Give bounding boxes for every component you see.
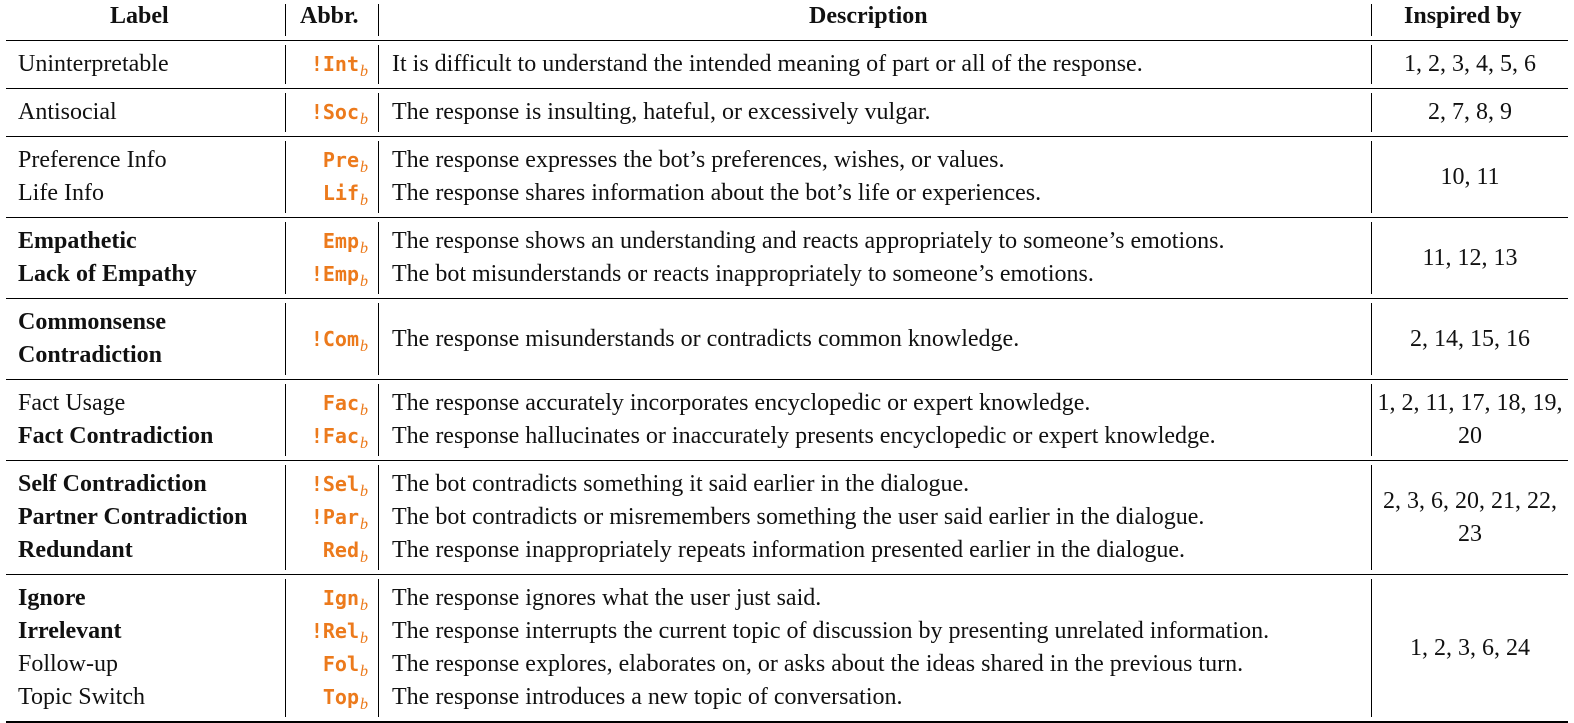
row-label: Redundant [18,537,133,563]
row-label: Self Contradiction [18,471,207,497]
inspired-by-refs: 1, 2, 3, 4, 5, 6 [1404,51,1536,77]
table-group [6,575,1568,721]
row-description: The response inappropriately repeats information presented earlier in the dialogue. [392,537,1186,563]
inspired-by-refs: 2, 3, 6, 20, 21, 22, 23 [1383,487,1557,547]
row-abbreviation [311,323,368,358]
header-label: Label [110,3,169,29]
column-divider [378,45,379,84]
column-divider [1371,141,1372,213]
row-abbreviation [311,48,368,83]
row-description: The response accurately incorporates encyclopedic or expert knowledge. [392,390,1091,416]
row-label: Fact Contradiction [18,423,214,449]
inspired-by-refs: 2, 7, 8, 9 [1428,99,1512,125]
table-group [6,218,1568,298]
column-divider [1371,45,1372,84]
column-divider [1371,465,1372,570]
abbreviation-code: !Rel [310,619,359,643]
row-description: It is difficult to understand the intended meaning of part or all of the response. [392,51,1143,77]
abbreviation-code: Fol [322,652,359,676]
column-divider [1371,579,1372,717]
abbreviation-subscript: b [360,549,368,566]
row-label: Ignore [18,585,86,611]
inspired-by-refs: 10, 11 [1440,163,1500,190]
row-abbreviation [311,96,368,131]
row-abbreviation [323,681,368,716]
column-divider [285,45,286,84]
row-label: Empathetic [18,228,137,254]
row-label: Preference Info [18,147,167,173]
abbreviation-code: Emp [322,229,359,253]
row-label: Antisocial [18,99,117,125]
row-abbreviation [323,225,368,260]
abbreviation-code: Lif [322,181,359,205]
inspired-by-refs: 2, 14, 15, 16 [1410,325,1530,352]
row-description: The response hallucinates or inaccurately presents encyclopedic or expert knowledge. [392,423,1216,449]
column-divider [285,384,286,456]
abbreviation-code: Fac [322,391,359,415]
column-divider [285,222,286,294]
column-divider [378,465,379,570]
abbreviation-code: !Fac [310,424,359,448]
abbreviation-subscript: b [360,63,368,80]
header-description: Description [809,3,928,29]
abbreviation-subscript: b [360,435,368,452]
row-label-line: Contradiction [18,342,162,368]
row-description: The response introduces a new topic of conversation. [392,684,903,710]
column-divider [378,141,379,213]
abbreviation-subscript: b [360,483,368,500]
row-label: Partner Contradiction [18,504,248,530]
abbreviation-code: Ign [322,586,359,610]
row-label: Follow-up [18,651,119,677]
table-group [6,380,1568,460]
column-divider [378,303,379,375]
abbreviation-code: !Int [310,52,359,76]
column-divider [285,579,286,717]
row-description: The response shows an understanding and reacts appropriately to someone’s emotions. [392,228,1225,254]
column-divider [1371,303,1372,375]
row-abbreviation [323,144,368,179]
column-divider [378,4,379,36]
table-group [6,137,1568,217]
abbreviation-subscript: b [360,696,368,713]
abbreviation-subscript: b [360,192,368,209]
row-label-line: Commonsense [18,309,166,335]
row-label: Life Info [18,180,104,206]
table-group [6,89,1568,136]
row-abbreviation [311,258,368,293]
column-divider [378,222,379,294]
row-label: Fact Usage [18,390,126,416]
column-divider [378,384,379,456]
row-abbreviation [323,648,368,683]
row-abbreviation [323,387,368,422]
column-divider [1371,222,1372,294]
row-description: The response misunderstands or contradicts common knowledge. [392,325,1020,352]
abbreviation-code: !Soc [310,100,359,124]
column-divider [285,4,286,36]
column-divider [285,141,286,213]
abbreviation-subscript: b [360,597,368,614]
row-label [18,306,166,372]
abbreviation-code: !Par [310,505,359,529]
row-description: The response interrupts the current topic of discussion by presenting unrelated information. [392,618,1270,644]
abbreviation-subscript: b [360,663,368,680]
row-description: The response shares information about the bot’s life or experiences. [392,180,1042,206]
row-description: The response is insulting, hateful, or excessively vulgar. [392,99,931,125]
abbreviation-subscript: b [360,240,368,257]
abbreviation-code: Red [322,538,359,562]
row-abbreviation [311,501,368,536]
column-divider [1371,93,1372,132]
table-group [6,461,1568,574]
row-label: Uninterpretable [18,51,169,77]
row-abbreviation [323,534,368,569]
row-description: The response ignores what the user just said. [392,585,822,611]
row-label: Topic Switch [18,684,145,710]
abbreviation-subscript: b [360,337,368,355]
table-group [6,41,1568,88]
row-description: The bot misunderstands or reacts inappropriately to someone’s emotions. [392,261,1094,287]
abbreviation-code: !Sel [310,472,359,496]
row-abbreviation [323,582,368,617]
abbreviation-subscript: b [360,402,368,419]
abbreviation-subscript: b [360,273,368,290]
row-abbreviation [311,420,368,455]
column-divider [378,579,379,717]
row-label: Irrelevant [18,618,122,644]
row-description: The response expresses the bot’s preferences, wishes, or values. [392,147,1005,173]
column-divider [285,465,286,570]
row-description: The bot contradicts something it said earlier in the dialogue. [392,471,970,497]
abbreviation-code: !Com [310,326,359,351]
abbreviation-subscript: b [360,159,368,176]
column-divider [1371,4,1372,36]
row-label: Lack of Empathy [18,261,197,287]
column-divider [285,303,286,375]
abbreviation-subscript: b [360,516,368,533]
column-divider [378,93,379,132]
abbreviation-subscript: b [360,111,368,128]
row-description: The response explores, elaborates on, or asks about the ideas shared in the previous turn. [392,651,1244,677]
abbreviation-subscript: b [360,630,368,647]
inspired-by-refs: 1, 2, 11, 17, 18, 19, 20 [1377,390,1563,449]
abbreviation-code: Top [322,685,359,709]
row-abbreviation [311,615,368,650]
row-description: The bot contradicts or misremembers something the user said earlier in the dialogue. [392,504,1205,530]
inspired-by-refs: 1, 2, 3, 6, 24 [1410,634,1530,661]
header-abbr: Abbr. [300,3,359,29]
abbreviation-code: Pre [322,148,359,172]
column-divider [1371,384,1372,456]
row-abbreviation [323,177,368,212]
table-group [6,299,1568,379]
header-inspired-by: Inspired by [1404,3,1522,29]
abbreviation-code: !Emp [310,262,359,286]
row-abbreviation [311,468,368,503]
inspired-by-refs: 11, 12, 13 [1422,244,1518,271]
column-divider [285,93,286,132]
